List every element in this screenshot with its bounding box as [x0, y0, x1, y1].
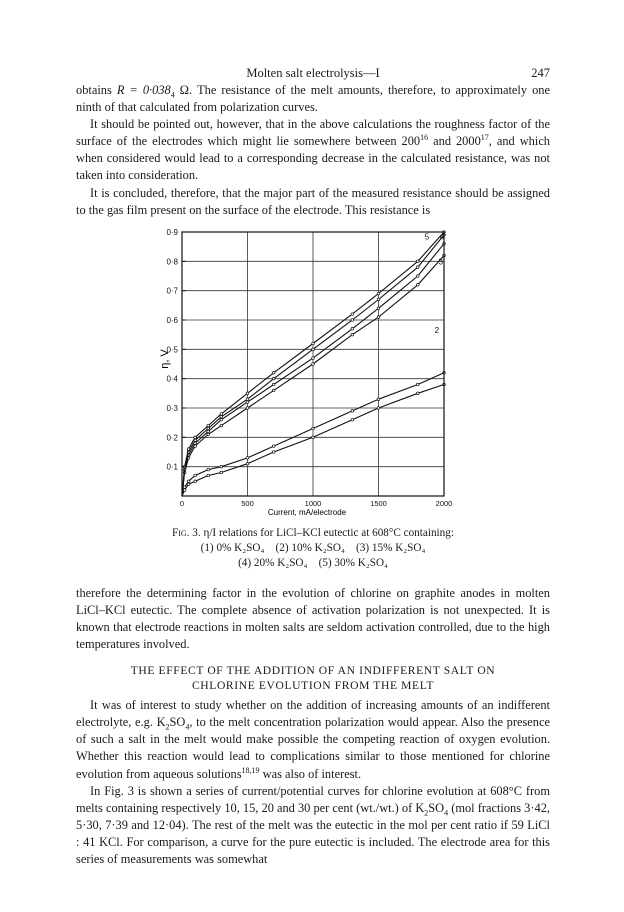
- section-heading-line-2: CHLORINE EVOLUTION FROM THE MELT: [191, 679, 435, 693]
- series-point-unlabeled-10: [377, 406, 380, 409]
- series-point-4-10: [377, 298, 380, 301]
- para6-text-c: (mol fractions 3·42, 5·30, 7·39 and 12·04). The rest of the melt was the eutectic in the mol per cent ratio if 59 LiCl : 41 KCl. For comparison, a curve for the pure eutectic is included. The electrode area for this series of measurements was somewhat: [76, 800, 550, 866]
- para5-sub-2: 4: [185, 722, 190, 732]
- y-tick-label-1: 0·2: [166, 433, 178, 443]
- para2-text-b: and 2000: [428, 134, 481, 149]
- para5-text-a: It was of interest to study whether on the addition of increasing amounts of an indifferent electrolyte, e.g. K: [76, 698, 550, 730]
- series-point-5-6: [246, 392, 249, 395]
- series-point-4-5: [220, 415, 223, 418]
- para2-citation-1: 16: [420, 133, 429, 143]
- figure-caption: [76, 526, 550, 571]
- running-head: [76, 60, 550, 82]
- paragraph-1: [76, 82, 550, 116]
- para2-citation-2: 17: [480, 133, 489, 143]
- chart-series: [182, 230, 445, 495]
- series-point-5-2: [187, 448, 190, 451]
- caption-text-1: η/I relations for LiCl–KCl eutectic at 608°C containing:: [203, 526, 454, 539]
- section-heading: [76, 663, 550, 693]
- series-point-2-10: [377, 398, 380, 401]
- series-point-2-6: [246, 456, 249, 459]
- series-point-4-7: [272, 377, 275, 380]
- para6-text-b: SO: [428, 800, 445, 815]
- series-point-1-8: [312, 362, 315, 365]
- page: [76, 60, 550, 868]
- para2-text-a: It should be pointed out, however, that in the above calculations the roughness factor of the surface of the electrodes which might lie somewhere between 200: [76, 117, 550, 149]
- para5-sub-1: 2: [165, 722, 170, 732]
- x-axis-label: Current, mA/electrode: [267, 507, 347, 517]
- caption-line-2: (1) 0% K₂SO₄ (2) 10% K₂SO₄ (3) 15% K₂SO₄: [200, 541, 426, 554]
- body-text-top: [76, 82, 550, 219]
- paragraph-6: [76, 783, 550, 868]
- curve-label-4: 4: [439, 232, 445, 242]
- para1-text-a: obtains: [76, 83, 117, 97]
- body-text-bottom: [76, 585, 550, 653]
- series-point-2-9: [351, 409, 354, 412]
- series-point-unlabeled-1: [183, 489, 186, 492]
- caption-line-3: (4) 20% K₂SO₄ (5) 30% K₂SO₄: [238, 556, 388, 569]
- para1-equation-sub: 4: [170, 90, 175, 100]
- para5-text-b: SO: [169, 715, 186, 730]
- series-point-4-4: [207, 427, 210, 430]
- series-point-unlabeled-6: [246, 462, 249, 465]
- para5-text-d: was also of interest.: [259, 766, 362, 781]
- curve-label-3: 3: [438, 257, 443, 267]
- series-point-unlabeled-8: [312, 436, 315, 439]
- series-point-2-5: [220, 465, 223, 468]
- series-point-3-8: [312, 357, 315, 360]
- y-tick-label-7: 0·8: [166, 257, 178, 267]
- series-point-3-4: [207, 430, 210, 433]
- series-point-5-10: [377, 292, 380, 295]
- series-point-2-11: [417, 383, 420, 386]
- series-point-4-6: [246, 398, 249, 401]
- para5-citation: 18,19: [241, 765, 260, 775]
- series-point-4-11: [417, 266, 420, 269]
- eta-current-chart: [76, 224, 550, 524]
- series-point-4-8: [312, 348, 315, 351]
- series-point-2-4: [207, 468, 210, 471]
- series-point-3-10: [377, 307, 380, 310]
- series-point-5-9: [351, 313, 354, 316]
- series-point-unlabeled-11: [417, 392, 420, 395]
- series-point-5-8: [312, 342, 315, 345]
- y-tick-label-3: 0·4: [166, 374, 178, 384]
- series-point-unlabeled-5: [220, 471, 223, 474]
- series-point-unlabeled-3: [194, 480, 197, 483]
- series-point-unlabeled-7: [272, 450, 275, 453]
- para5-text-c: , to the melt concentration polarization would appear. Also the presence of such a salt in the melt would make possible the competing reaction of oxygen evolution. Whether this reaction would lead to complications similar to those mentioned for chlorine evolution from aqueous solutions: [76, 715, 550, 781]
- paragraph-5: [76, 697, 550, 782]
- para6-sub-2: 4: [444, 808, 449, 818]
- paragraph-4: therefore the determining factor in the evolution of chlorine on graphite anodes in molten LiCl–KCl eutectic. The complete absence of activation polarization is not unexpected. It is known that electrode reactions in molten salts are seldom activation controlled, due to the high temperatures involved.: [76, 585, 550, 652]
- series-point-2-8: [312, 427, 315, 430]
- series-point-1-5: [220, 424, 223, 427]
- caption-label: Fig. 3.: [172, 526, 201, 539]
- page-number: 247: [531, 66, 550, 80]
- series-point-3-9: [351, 327, 354, 330]
- y-tick-label-0: 0·1: [166, 462, 178, 472]
- para2-text-c: , and which when considered would lead to a corresponding decrease in the calculated resistance, was not taken into consideration.: [76, 134, 551, 183]
- body-text-section: [76, 697, 550, 868]
- series-point-2-3: [194, 474, 197, 477]
- series-point-1-11: [417, 283, 420, 286]
- series-point-3-6: [246, 401, 249, 404]
- series-point-3-11: [417, 274, 420, 277]
- y-tick-label-5: 0·6: [166, 315, 178, 325]
- curve-label-2: 2: [434, 325, 440, 335]
- series-point-1-6: [246, 406, 249, 409]
- y-tick-label-4: 0·5: [166, 345, 178, 355]
- running-title: Molten salt electrolysis—I: [246, 66, 380, 80]
- series-point-unlabeled-4: [207, 474, 210, 477]
- para6-sub-1: 2: [424, 808, 429, 818]
- series-point-2-7: [272, 445, 275, 448]
- caption-line-1: [76, 526, 550, 541]
- series-point-5-7: [272, 371, 275, 374]
- paragraph-2: [76, 116, 550, 184]
- x-tick-label-4: 2000: [435, 498, 453, 508]
- series-point-4-9: [351, 318, 354, 321]
- paragraph-3: It is concluded, therefore, that the major part of the measured resistance should be assigned to the gas film present on the surface of the electrode. This resistance is: [76, 185, 550, 217]
- series-point-5-3: [194, 436, 197, 439]
- para1-equation: R = 0·038: [116, 83, 171, 97]
- series-point-unlabeled-9: [351, 418, 354, 421]
- y-tick-label-6: 0·7: [166, 286, 178, 296]
- series-point-2-2: [187, 480, 190, 483]
- curve-label-5: 5: [424, 232, 430, 242]
- series-point-5-5: [220, 412, 223, 415]
- x-tick-label-3: 1500: [370, 498, 387, 508]
- series-point-1-10: [377, 316, 380, 319]
- y-tick-label-2: 0·3: [166, 403, 178, 413]
- para6-text-a: In Fig. 3 is shown a series of current/potential curves for chlorine evolution at 608°C from melts containing respectively 10, 15, 20 and 30 per cent (wt./wt.) of K: [76, 783, 550, 815]
- series-point-1-4: [207, 433, 210, 436]
- series-point-1-9: [351, 333, 354, 336]
- figure-3: [76, 224, 550, 524]
- series-point-unlabeled-2: [187, 483, 190, 486]
- series-point-1-7: [272, 389, 275, 392]
- y-axis-label: η, V: [159, 348, 171, 369]
- x-tick-label-1: 500: [241, 498, 254, 508]
- series-point-5-4: [207, 424, 210, 427]
- section-heading-line-1: THE EFFECT OF THE ADDITION OF AN INDIFFERENT SALT ON: [130, 664, 496, 678]
- x-tick-label-2: 1000: [304, 498, 322, 508]
- para1-text-b: Ω. The resistance of the melt amounts, therefore, to approximately one ninth of that calculated from polarization curves.: [76, 83, 550, 115]
- x-tick-label-0: 0: [179, 498, 185, 508]
- series-point-3-5: [220, 418, 223, 421]
- series-point-5-11: [417, 260, 420, 263]
- y-tick-label-8: 0·9: [166, 227, 178, 237]
- series-point-3-7: [272, 383, 275, 386]
- chart-ticks: [166, 228, 452, 508]
